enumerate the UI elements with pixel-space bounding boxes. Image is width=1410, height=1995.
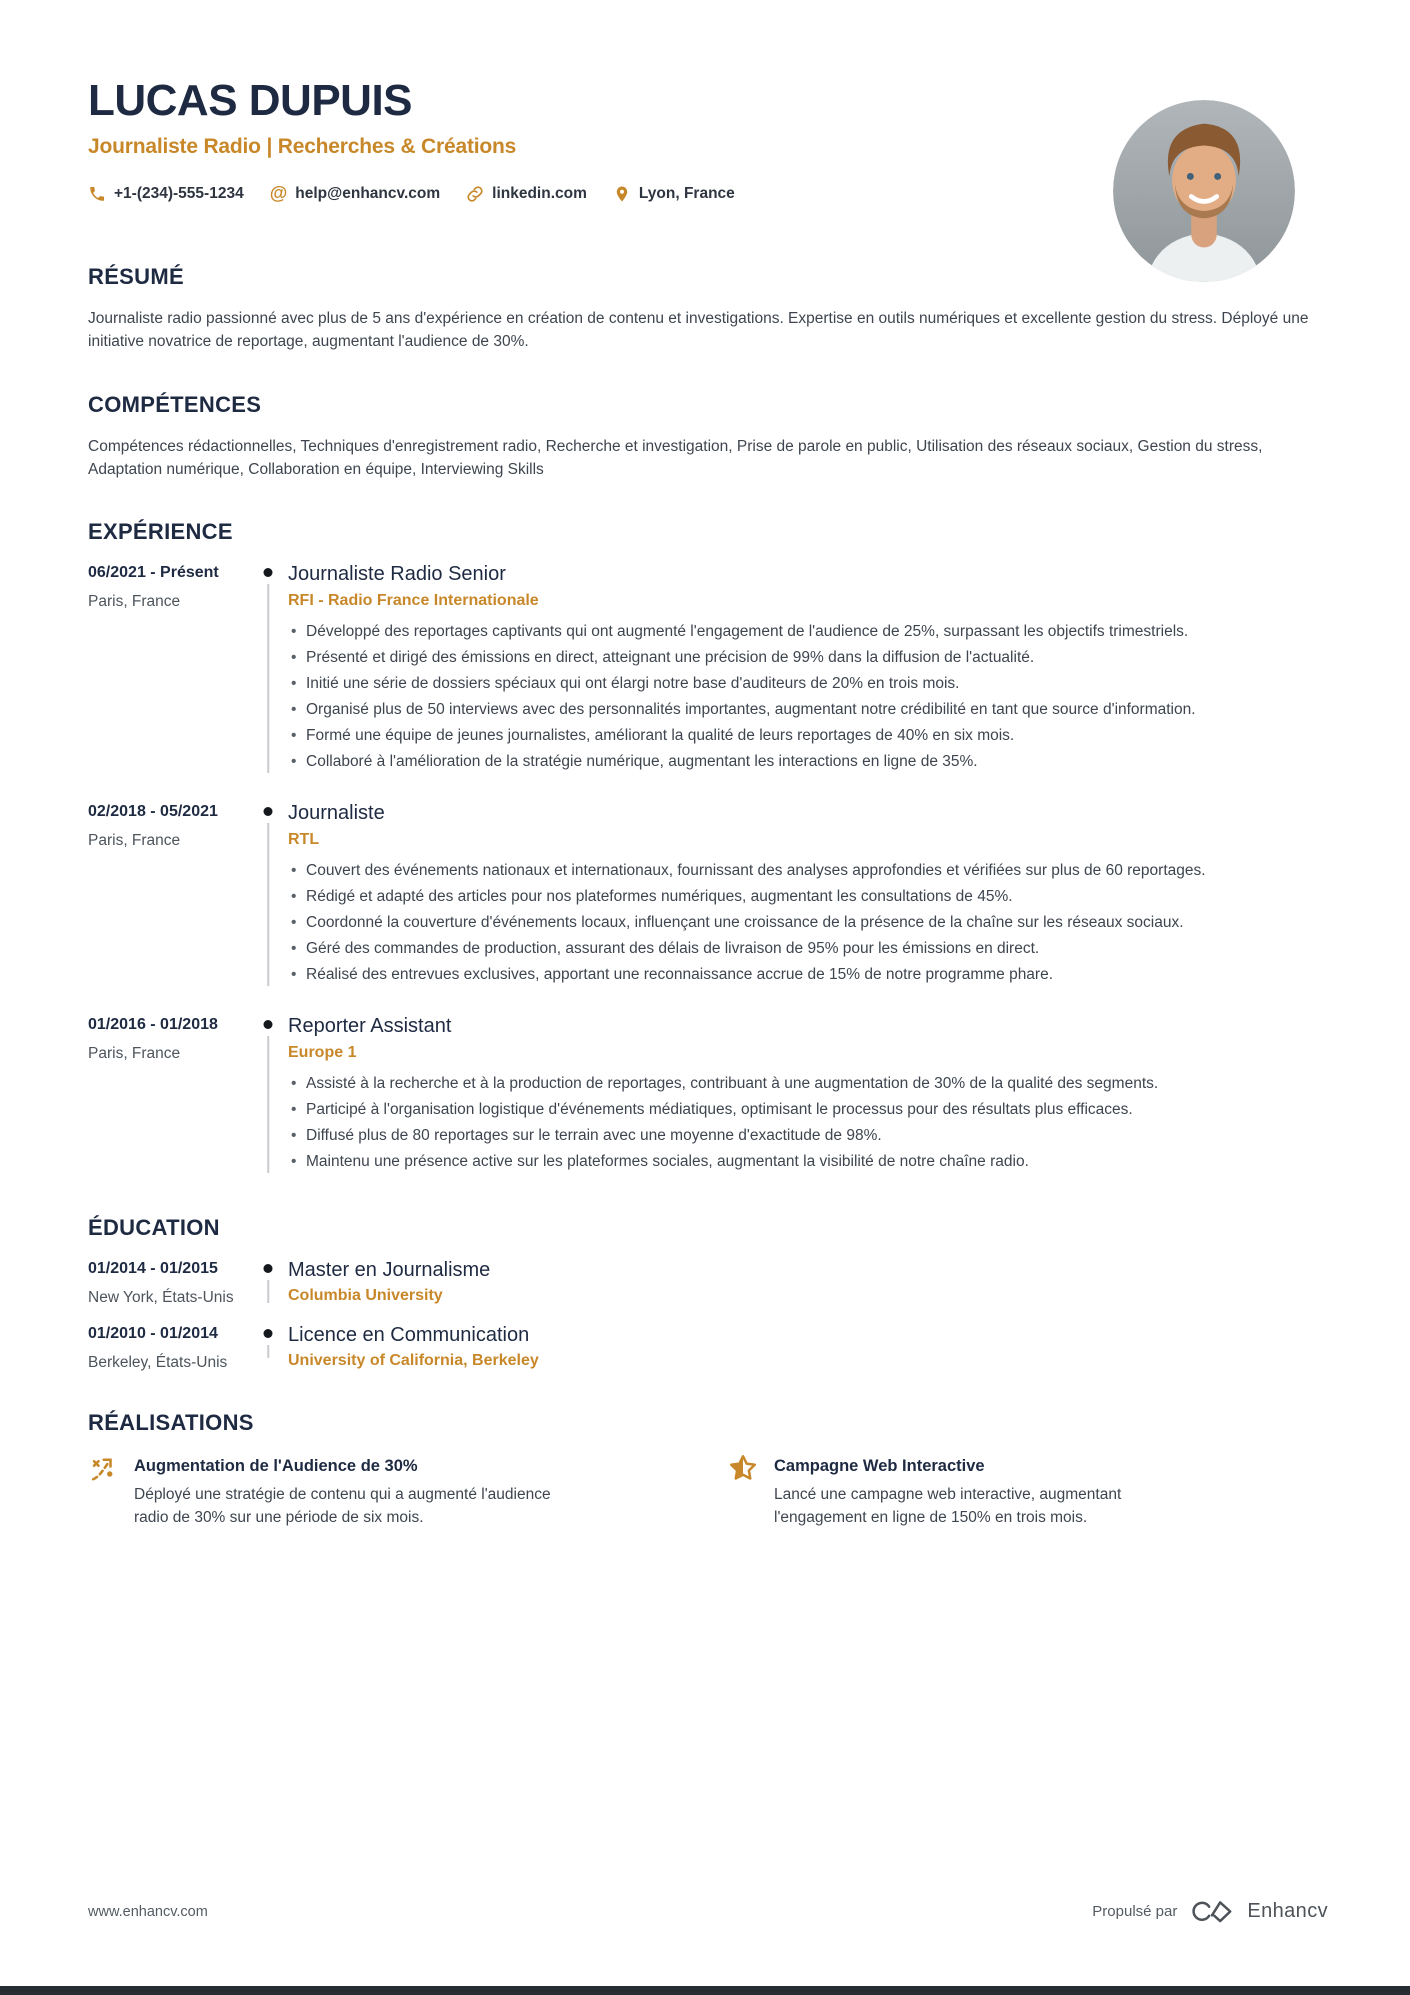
contact-phone[interactable] <box>88 185 244 203</box>
experience-location: Paris, France <box>88 832 181 850</box>
experience-content <box>288 801 1330 990</box>
education-entry <box>88 1323 1330 1372</box>
section-competences <box>88 392 1330 482</box>
company-name: RFI - Radio France Internationale <box>288 592 539 610</box>
contact-email[interactable] <box>270 183 440 204</box>
job-bullets <box>288 860 1330 986</box>
achievement-item <box>88 1453 728 1529</box>
timeline <box>248 1258 288 1307</box>
contact-link[interactable] <box>466 185 587 203</box>
education-dates: 01/2014 - 01/2015 <box>88 1260 218 1278</box>
company-name: RTL <box>288 831 320 849</box>
timeline-dot <box>264 807 273 816</box>
realisations-heading: RÉALISATIONS <box>88 1410 254 1436</box>
education-location: Berkeley, États-Unis <box>88 1354 228 1372</box>
experience-content <box>288 1014 1330 1177</box>
experience-entry <box>88 1014 1330 1177</box>
phone-icon <box>88 185 106 203</box>
timeline-line <box>267 823 269 986</box>
job-bullet: • Formé une équipe de jeunes journalistes, améliorant la qualité de leurs reportages de 40% en six mois. <box>288 725 1330 747</box>
education-content <box>288 1323 1330 1372</box>
person-name: LUCAS DUPUIS <box>88 76 413 125</box>
star-icon <box>728 1453 758 1483</box>
experience-dates: 01/2016 - 01/2018 <box>88 1016 218 1034</box>
education-entry <box>88 1258 1330 1307</box>
job-title: Journaliste Radio Senior <box>288 563 506 586</box>
education-dates: 01/2010 - 01/2014 <box>88 1325 218 1343</box>
timeline-line <box>267 584 269 773</box>
experience-entry <box>88 801 1330 990</box>
contact-location-text: Lyon, France <box>638 184 735 202</box>
contact-link-text: linkedin.com <box>492 184 587 202</box>
experience-meta <box>88 801 248 990</box>
education-meta <box>88 1323 248 1372</box>
resume-heading: RÉSUMÉ <box>88 264 184 290</box>
achievement-body <box>134 1453 559 1529</box>
powered-by-label: Propulsé par <box>1092 1903 1178 1920</box>
page-bottom-bar <box>0 1986 1410 1995</box>
company-name: Europe 1 <box>288 1044 357 1062</box>
section-resume <box>88 264 1330 354</box>
contact-location <box>613 185 735 203</box>
job-bullet: • Coordonné la couverture d'événements locaux, influençant une croissance de la présence de la chaîne sur les réseaux sociaux. <box>288 912 1330 934</box>
timeline <box>248 1014 288 1177</box>
timeline-dot <box>264 1329 273 1338</box>
contact-email-text: help@enhancv.com <box>295 184 441 202</box>
resume-text: Journaliste radio passionné avec plus de 5 ans d'expérience en création de contenu et investigations. Expertise en outils numériques et excellente gestion du stress. Déployé une initiative novatrice de reportage, augmentant l'audience de 30%. <box>88 310 1309 351</box>
headline: Journaliste Radio | Recherches & Créations <box>88 135 517 159</box>
school-name: Columbia University <box>288 1287 443 1305</box>
job-bullet: • Développé des reportages captivants qui ont augmenté l'engagement de l'audience de 25%, surpassant les objectifs trimestriels. <box>288 621 1330 643</box>
timeline-dot <box>264 1264 273 1273</box>
job-bullet: • Géré des commandes de production, assurant des délais de livraison de 95% pour les émissions en direct. <box>288 938 1330 960</box>
contact-phone-text: +1-(234)-555-1234 <box>114 184 244 202</box>
job-bullet: • Couvert des événements nationaux et internationaux, fournissant des analyses approfondies et vérifiées sur plus de 60 reportages. <box>288 860 1330 882</box>
achievements-grid <box>88 1453 1330 1529</box>
achievement-text: Lancé une campagne web interactive, augmentant l'engagement en ligne de 150% en trois mois. <box>774 1486 1122 1526</box>
job-bullet: • Participé à l'organisation logistique d'événements médiatiques, optimisant le processus pour des résultats plus efficaces. <box>288 1099 1330 1121</box>
link-icon <box>466 185 484 203</box>
achievement-body <box>774 1453 1129 1529</box>
footer-website-link[interactable]: www.enhancv.com <box>88 1903 208 1920</box>
experience-dates: 06/2021 - Présent <box>88 564 219 582</box>
job-title: Reporter Assistant <box>288 1015 452 1038</box>
job-bullet: • Présenté et dirigé des émissions en direct, atteignant une précision de 99% dans la diffusion de l'actualité. <box>288 647 1330 669</box>
timeline <box>248 562 288 777</box>
job-bullet: • Assisté à la recherche et à la production de reportages, contribuant à une augmentation de 30% de la qualité des segments. <box>288 1073 1330 1095</box>
education-content <box>288 1258 1330 1307</box>
experience-location: Paris, France <box>88 593 181 611</box>
timeline-line <box>267 1345 269 1358</box>
experience-location: Paris, France <box>88 1045 181 1063</box>
profile-photo <box>1113 100 1295 282</box>
enhancv-logo-icon[interactable] <box>1189 1898 1235 1925</box>
job-bullets <box>288 621 1330 773</box>
timeline <box>248 801 288 990</box>
job-bullet: • Réalisé des entrevues exclusives, apportant une reconnaissance accrue de 15% de notre programme phare. <box>288 964 1330 986</box>
footer <box>88 1898 1328 1925</box>
education-location: New York, États-Unis <box>88 1289 234 1307</box>
timeline-dot <box>264 1020 273 1029</box>
at-icon: @ <box>269 183 288 204</box>
timeline-dot <box>264 568 273 577</box>
location-pin-icon <box>613 185 631 203</box>
competences-heading: COMPÉTENCES <box>88 391 262 417</box>
degree-title: Master en Journalisme <box>288 1259 491 1282</box>
job-bullet: • Organisé plus de 50 interviews avec des personnalités importantes, augmentant notre crédibilité en tant que source d'information. <box>288 699 1330 721</box>
achievement-item <box>728 1453 1330 1529</box>
timeline-line <box>267 1280 269 1303</box>
section-education <box>88 1215 1330 1372</box>
job-bullets <box>288 1073 1330 1173</box>
section-realisations <box>88 1410 1330 1529</box>
job-bullet: • Initié une série de dossiers spéciaux qui ont élargi notre base d'auditeurs de 20% en trois mois. <box>288 673 1330 695</box>
education-meta <box>88 1258 248 1307</box>
strategy-icon <box>88 1453 118 1483</box>
job-bullet: • Collaboré à l'amélioration de la stratégie numérique, augmentant les interactions en ligne de 35%. <box>288 751 1330 773</box>
education-heading: ÉDUCATION <box>88 1215 220 1241</box>
section-experience <box>88 519 1330 1177</box>
degree-title: Licence en Communication <box>288 1324 530 1347</box>
job-bullet: • Rédigé et adapté des articles pour nos plateformes numériques, augmentant les consultations de 45%. <box>288 886 1330 908</box>
achievement-title: Campagne Web Interactive <box>774 1457 985 1476</box>
enhancv-brand-text[interactable]: Enhancv <box>1247 1900 1328 1922</box>
timeline <box>248 1323 288 1372</box>
job-bullet: • Diffusé plus de 80 reportages sur le terrain avec une moyenne d'exactitude de 98%. <box>288 1125 1330 1147</box>
job-title: Journaliste <box>288 802 385 825</box>
competences-text: Compétences rédactionnelles, Techniques d'enregistrement radio, Recherche et investigation, Prise de parole en public, Utilisation des réseaux sociaux, Gestion du stress, Adaptation numérique, Collaboration en équipe, Interviewing Skills <box>88 437 1263 478</box>
experience-dates: 02/2018 - 05/2021 <box>88 803 218 821</box>
timeline-line <box>267 1036 269 1173</box>
experience-content <box>288 562 1330 777</box>
school-name: University of California, Berkeley <box>288 1352 539 1370</box>
experience-meta <box>88 562 248 777</box>
experience-meta <box>88 1014 248 1177</box>
experience-heading: EXPÉRIENCE <box>88 519 233 545</box>
powered-by <box>1092 1898 1328 1925</box>
achievement-text: Déployé une stratégie de contenu qui a augmenté l'audience radio de 30% sur une période de six mois. <box>134 1486 551 1526</box>
job-bullet: • Maintenu une présence active sur les plateformes sociales, augmentant la visibilité de notre chaîne radio. <box>288 1151 1330 1173</box>
achievement-title: Augmentation de l'Audience de 30% <box>134 1457 418 1476</box>
experience-entry <box>88 562 1330 777</box>
